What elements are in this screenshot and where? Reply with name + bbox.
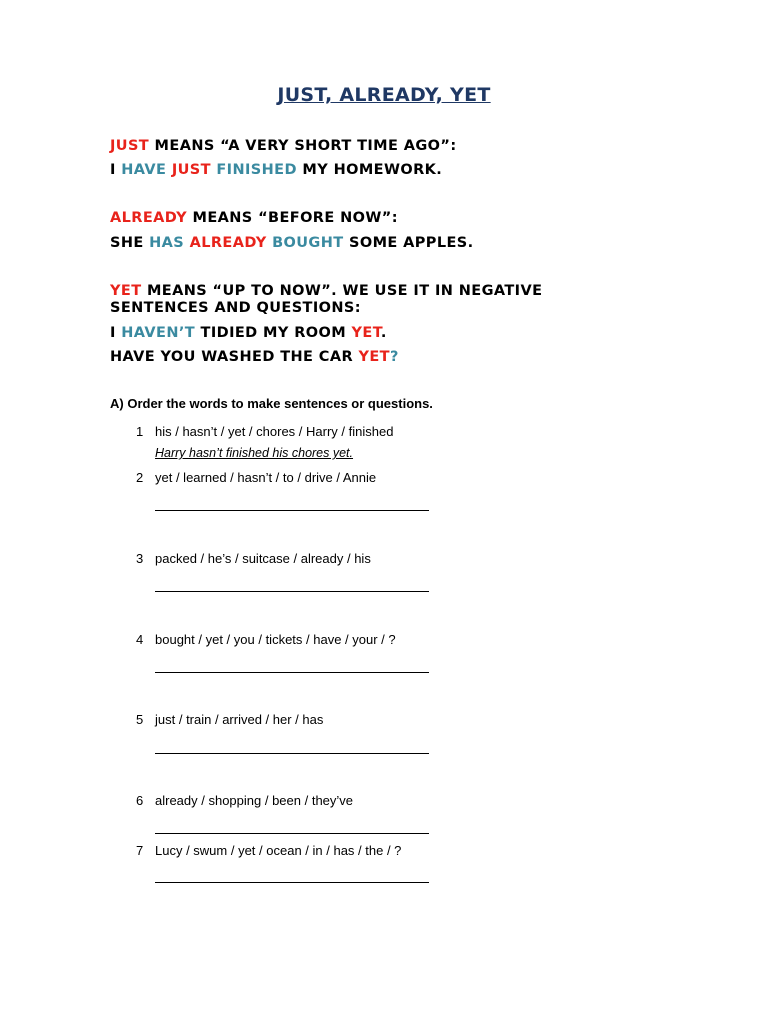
example-keyword: ALREADY (189, 235, 273, 251)
just-example (110, 162, 442, 178)
yet-example-question (110, 349, 399, 365)
yet-definition (110, 283, 542, 299)
just-definition (110, 138, 457, 154)
item-number: 2 (136, 470, 144, 485)
example-rest: MY HOMEWORK. (296, 162, 443, 178)
yet-example-negative (110, 325, 387, 341)
example-keyword: YET (358, 349, 390, 365)
already-definition-text: MEANS “BEFORE NOW”: (187, 210, 398, 226)
example-keyword: YET (351, 325, 381, 341)
answer-line[interactable] (155, 753, 429, 754)
answer-line[interactable] (155, 882, 429, 883)
answer-line[interactable] (155, 510, 429, 511)
example-participle: BOUGHT (272, 235, 344, 251)
answer-line[interactable] (155, 833, 429, 834)
example-rest: HAVE YOU WASHED THE CAR (110, 349, 359, 365)
item-prompt: just / train / arrived / her / has (155, 712, 324, 727)
item-prompt: already / shopping / been / they’ve (155, 793, 354, 808)
example-auxiliary: HAS (149, 235, 190, 251)
already-example (110, 235, 474, 251)
item-number: 4 (136, 632, 144, 647)
example-rest: SOME APPLES. (343, 235, 474, 251)
answer-line[interactable] (155, 591, 429, 592)
keyword-already: ALREADY (110, 210, 188, 226)
yet-definition-text: MEANS “UP TO NOW”. WE USE IT IN NEGATIVE (141, 283, 543, 299)
example-rest: TIDIED MY ROOM (195, 325, 352, 341)
item-number: 1 (136, 424, 144, 439)
item-prompt: yet / learned / hasn’t / to / drive / Annie (155, 470, 377, 485)
yet-definition-continued: SENTENCES AND QUESTIONS: (110, 300, 361, 316)
example-participle: FINISHED (216, 162, 297, 178)
item-number: 7 (136, 843, 144, 858)
example-word: SHE (110, 235, 150, 251)
page-title: JUST, ALREADY, YET (277, 84, 491, 106)
item-number: 3 (136, 551, 144, 566)
just-definition-text: MEANS “A VERY SHORT TIME AGO”: (149, 138, 457, 154)
answer-line[interactable] (155, 672, 429, 673)
keyword-yet: YET (110, 283, 142, 299)
example-word: I (110, 325, 122, 341)
item-prompt: Lucy / swum / yet / ocean / in / has / the / ? (155, 843, 402, 858)
example-punct: ? (389, 349, 399, 365)
item-prompt: packed / he’s / suitcase / already / his (155, 551, 371, 566)
already-definition (110, 210, 398, 226)
item-prompt: bought / yet / you / tickets / have / your / ? (155, 632, 396, 647)
example-auxiliary: HAVE (121, 162, 172, 178)
item-prompt: his / hasn’t / yet / chores / Harry / finished (155, 424, 394, 439)
example-keyword: JUST (171, 162, 217, 178)
example-punct: . (380, 325, 387, 341)
item-number: 5 (136, 712, 144, 727)
item-number: 6 (136, 793, 144, 808)
example-word: I (110, 162, 122, 178)
exercise-instruction: A) Order the words to make sentences or questions. (110, 396, 433, 411)
example-auxiliary: HAVEN’T (121, 325, 196, 341)
keyword-just: JUST (110, 138, 150, 154)
example-answer: Harry hasn’t finished his chores yet. (155, 446, 354, 460)
